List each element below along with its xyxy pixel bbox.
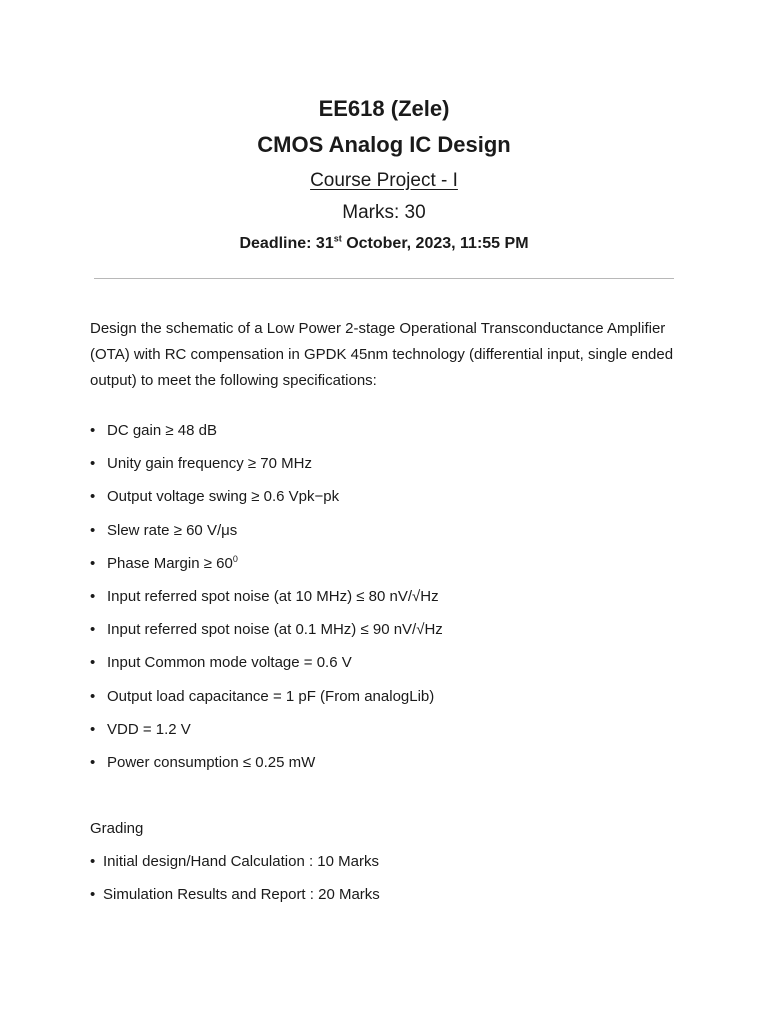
intro-paragraph: Design the schematic of a Low Power 2-stage Operational Transconductance Amplifier (OTA) with RC compensation in GPDK 45nm technology (differential input, single ended output) to meet the following specifications: [90, 320, 674, 389]
course-name: CMOS Analog IC Design [257, 132, 511, 157]
spec-item [90, 518, 443, 551]
spec-item [90, 551, 443, 584]
deadline-suffix: October, 2023, 11:55 PM [341, 235, 529, 252]
spec-item [90, 451, 443, 484]
bullet-icon: • [90, 422, 96, 439]
spec-item [90, 584, 443, 617]
spec-text: VDD = 1.2 V [107, 720, 191, 738]
bullet-icon: • [90, 554, 96, 572]
bullet-icon: • [90, 455, 96, 473]
deadline-superscript: st [333, 233, 342, 244]
spec-text: Input Common mode voltage = 0.6 V [107, 654, 352, 672]
bullet-icon: • [90, 521, 96, 539]
spec-text: Phase Margin ≥ 60 [107, 554, 233, 572]
spec-text: Input referred spot noise (at 10 MHz) ≤ 80 nV/√Hz [107, 587, 439, 605]
grading-title: Grading [90, 820, 144, 837]
spec-text: Input referred spot noise (at 0.1 MHz) ≤ 90 nV/√Hz [107, 621, 443, 639]
marks: Marks: 30 [342, 202, 426, 223]
bullet-icon: • [90, 654, 96, 672]
deadline-prefix: Deadline: 31 [239, 235, 334, 252]
grading-item [90, 849, 380, 882]
spec-item [90, 717, 443, 750]
bullet-icon: • [90, 853, 96, 870]
bullet-icon: • [90, 587, 96, 605]
spec-item [90, 750, 443, 783]
project-title: Course Project - I [310, 170, 458, 191]
divider [94, 278, 674, 279]
spec-text: Power consumption ≤ 0.25 mW [107, 753, 316, 771]
spec-item [90, 617, 443, 650]
bullet-icon: • [90, 621, 96, 639]
spec-list [90, 418, 443, 783]
spec-item [90, 684, 443, 717]
grading-text: Simulation Results and Report : 20 Marks [103, 886, 380, 903]
bullet-icon: • [90, 886, 96, 903]
bullet-icon: • [90, 720, 96, 738]
grading-text: Initial design/Hand Calculation : 10 Marks [103, 853, 379, 870]
bullet-icon: • [90, 753, 96, 771]
grading-item [90, 882, 380, 915]
spec-text: Output load capacitance = 1 pF (From analogLib) [107, 687, 435, 705]
bullet-icon: • [90, 488, 96, 506]
spec-text: Unity gain frequency ≥ 70 MHz [107, 455, 312, 473]
bullet-icon: • [90, 687, 96, 705]
spec-text: Slew rate ≥ 60 V/μs [107, 521, 238, 539]
spec-item [90, 484, 443, 517]
grading-list [90, 849, 380, 915]
spec-item [90, 650, 443, 683]
spec-item [90, 418, 443, 451]
spec-text: DC gain ≥ 48 dB [107, 422, 217, 439]
course-code: EE618 (Zele) [318, 96, 450, 121]
degree-superscript: 0 [232, 553, 238, 564]
spec-text: Output voltage swing ≥ 0.6 Vpk−pk [107, 488, 340, 506]
deadline [0, 232, 768, 256]
